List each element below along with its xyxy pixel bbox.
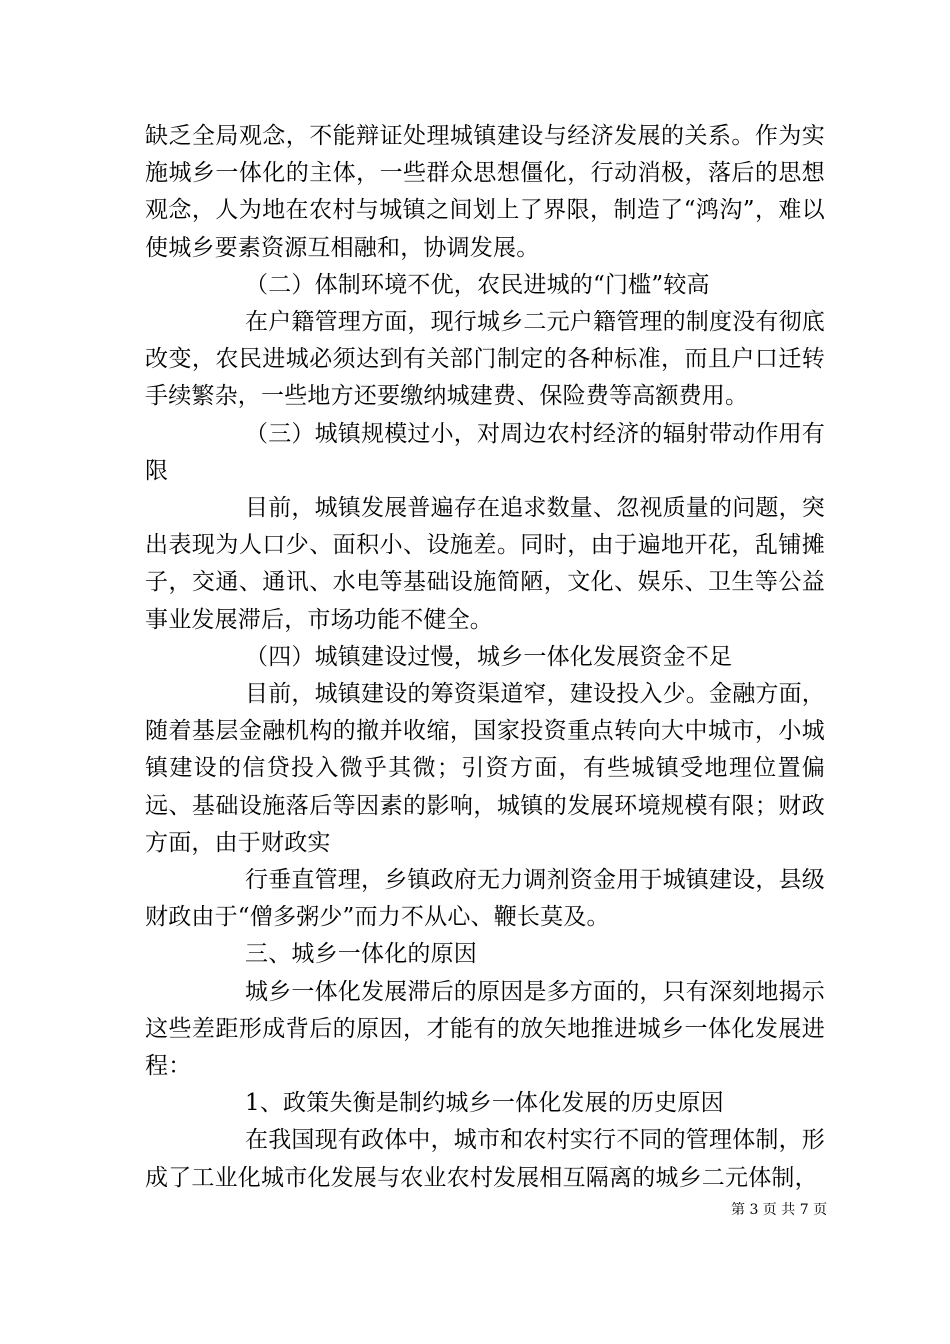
section-heading: （四）城镇建设过慢，城乡一体化发展资金不足 [245,643,733,670]
document-body [145,118,825,1197]
paragraph: 行垂直管理，乡镇政府无力调剂资金用于城镇建设，县级财政由于“僧多粥少”而力不从心、鞭长莫及。 [145,867,825,931]
paragraph: 在我国现有政体中，城市和农村实行不同的管理体制，形成了工业化城市化发展与农业农村发展相互隔离的城乡二元体制， [145,1127,825,1191]
section-heading: （二）体制环境不优，农民进城的“门槛”较高 [245,271,710,298]
page-number: 第 3 页 共 7 页 [731,1202,828,1218]
paragraph: 城乡一体化发展滞后的原因是多方面的，只有深刻地揭示这些差距形成背后的原因，才能有的放矢地推进城乡一体化发展进程： [145,978,825,1080]
section-heading: （三）城镇规模过小，对周边农村经济的辐射带动作用有限 [145,420,825,484]
section-heading: 三、城乡一体化的原因 [245,941,477,968]
section-heading: 1、政策失衡是制约城乡一体化发展的历史原因 [245,1090,724,1117]
paragraph: 目前，城镇发展普遍存在追求数量、忽视质量的问题，突出表现为人口少、面积小、设施差。同时，由于遍地开花，乱铺摊子，交通、通讯、水电等基础设施简陋，文化、娱乐、卫生等公益事业发展滞后，市场功能不健全。 [145,495,825,633]
paragraph: 在户籍管理方面，现行城乡二元户籍管理的制度没有彻底改变，农民进城必须达到有关部门制定的各种标准，而且户口迁转手续繁杂，一些地方还要缴纳城建费、保险费等高额费用。 [145,309,825,410]
paragraph: 目前，城镇建设的筹资渠道窄，建设投入少。金融方面，随着基层金融机构的撤并收缩，国家投资重点转向大中城市，小城镇建设的信贷投入微乎其微；引资方面，有些城镇受地理位置偏远、基础设施落后等因素的影响，城镇的发展环境规模有限；财政方面，由于财政实 [145,681,825,856]
paragraph: 缺乏全局观念，不能辩证处理城镇建设与经济发展的关系。作为实施城乡一体化的主体，一些群众思想僵化，行动消极，落后的思想观念，人为地在农村与城镇之间划上了界限，制造了“鸿沟”，难以使城乡要素资源互相融和，协调发展。 [145,123,825,261]
